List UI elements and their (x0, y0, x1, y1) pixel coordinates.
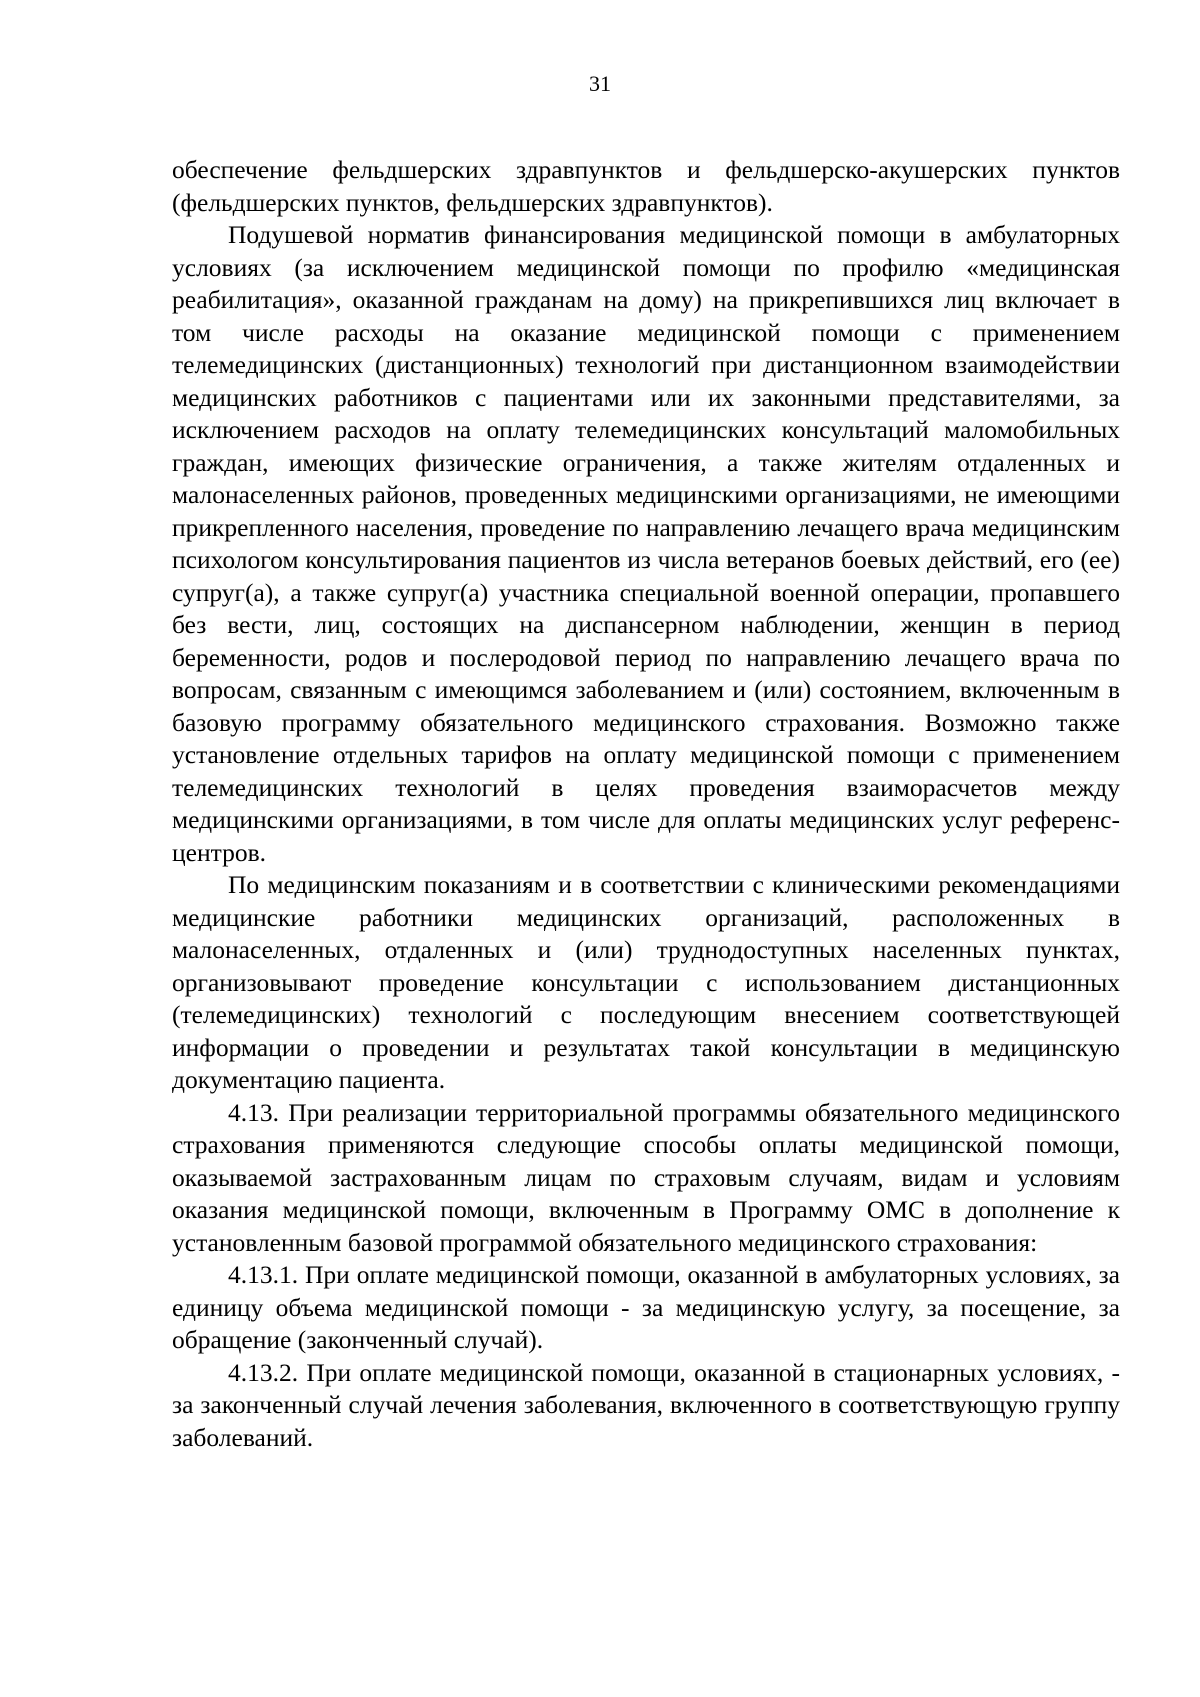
paragraph-3: По медицинским показаниям и в соответствии с клиническими рекомендациями медицинские работники медицинских организаций, расположенных в малонаселенных, отдаленных и (или) труднодоступных населенных пунктах, организовывают проведение консультации с использованием дистанционных (телемедицинских) технологий с последующим внесением соответствующей информации о проведении и результатах такой консультации в медицинскую документацию пациента. (172, 870, 1120, 1094)
page-number: 31 (589, 71, 611, 96)
paragraph-4-13-1: 4.13.1. При оплате медицинской помощи, оказанной в амбулаторных условиях, за единицу объема медицинской помощи - за медицинскую услугу, за посещение, за обращение (законченный случай). (172, 1260, 1120, 1354)
paragraph-1: обеспечение фельдшерских здравпунктов и фельдшерско-акушерских пунктов (фельдшерских пунктов, фельдшерских здравпунктов). (172, 155, 1120, 217)
paragraph-2: Подушевой норматив финансирования медицинской помощи в амбулаторных условиях (за исключением медицинской помощи по профилю «медицинская реабилитация», оказанной гражданам на дому) на прикрепившихся лиц включает в том числе расходы на оказание медицинской помощи с применением телемедицинских (дистанционных) технологий при дистанционном взаимодействии медицинских работников с пациентами или их законными представителями, за исключением расходов на оплату телемедицинских консультаций маломобильных граждан, имеющих физические ограничения, а также жителям отдаленных и малонаселенных районов, проведенных медицинскими организациями, не имеющими прикрепленного населения, проведение по направлению лечащего врача медицинским психологом консультирования пациентов из числа ветеранов боевых действий, его (ее) супруг(а), а также супруг(а) участника специальной военной операции, пропавшего без вести, лиц, состоящих на диспансерном наблюдении, женщин в период беременности, родов и послеродовой период по направлению лечащего врача по вопросам, связанным с имеющимся заболеванием и (или) состоянием, включенным в базовую программу обязательного медицинского страхования. Возможно также установление отдельных тарифов на оплату медицинской помощи с применением телемедицинских технологий в целях проведения взаиморасчетов между медицинскими организациями, в том числе для оплаты медицинских услуг референс-центров. (172, 220, 1120, 867)
paragraph-4-13-2: 4.13.2. При оплате медицинской помощи, оказанной в стационарных условиях, - за законченный случай лечения заболевания, включенного в соответствующую группу заболеваний. (172, 1357, 1120, 1452)
paragraph-4-13: 4.13. При реализации территориальной программы обязательного медицинского страхования применяются следующие способы оплаты медицинской помощи, оказываемой застрахованным лицам по страховым случаям, видам и условиям оказания медицинской помощи, включенным в Программу ОМС в дополнение к установленным базовой программой обязательного медицинского страхования: (172, 1097, 1120, 1257)
document-body (172, 154, 1120, 1454)
